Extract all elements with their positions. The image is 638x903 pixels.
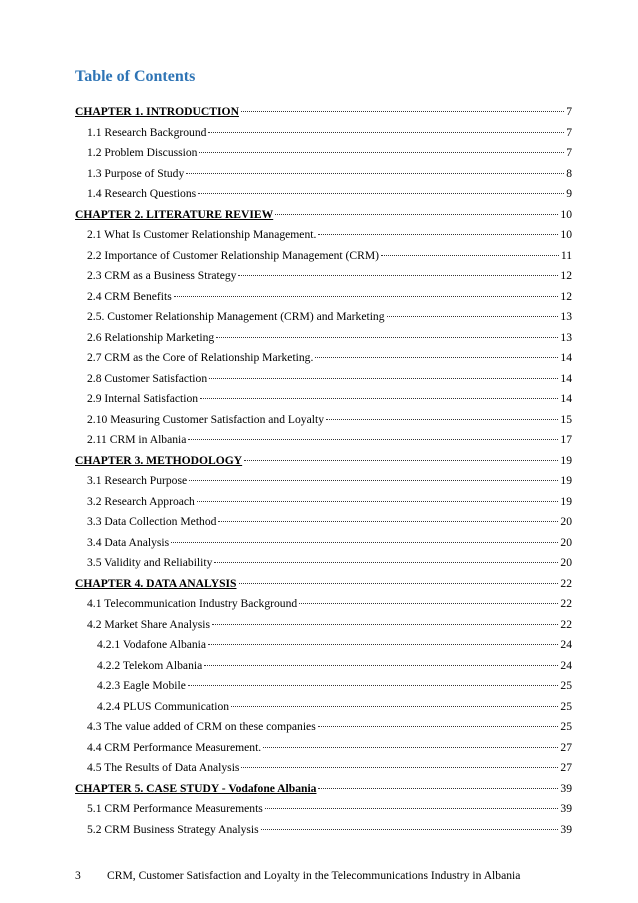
toc-section-entry[interactable] [75, 146, 572, 167]
toc-chapter-entry[interactable] [75, 577, 572, 598]
toc-list [75, 105, 572, 843]
toc-section-entry[interactable] [75, 331, 572, 352]
toc-entry-text: 4.2.3 Eagle Mobile [97, 679, 186, 692]
toc-entry-page: 14 [560, 351, 572, 364]
toc-entry-text: 2.11 CRM in Albania [87, 433, 187, 446]
toc-dot-leader [197, 501, 559, 502]
toc-dot-leader [186, 173, 564, 174]
toc-dot-leader [241, 767, 558, 768]
toc-entry-page: 39 [560, 802, 572, 815]
toc-dot-leader [214, 562, 558, 563]
toc-entry-page: 22 [560, 597, 572, 610]
toc-entry-text: 2.1 What Is Customer Relationship Management. [87, 228, 317, 241]
toc-entry-text: 4.2.4 PLUS Communication [97, 699, 230, 713]
toc-dot-leader [208, 644, 558, 645]
toc-entry-page: 19 [560, 494, 572, 508]
toc-section-entry[interactable] [75, 392, 572, 413]
toc-section-entry[interactable] [75, 536, 572, 557]
toc-entry-text: CHAPTER 3. METHODOLOGY [75, 453, 243, 467]
toc-dot-leader [326, 419, 558, 420]
toc-dot-leader [381, 255, 559, 256]
toc-dot-leader [174, 296, 559, 297]
toc-entry-page: 14 [560, 392, 572, 405]
toc-entry-text: 4.4 CRM Performance Measurement. [87, 740, 262, 754]
toc-entry-text: 5.2 CRM Business Strategy Analysis [87, 822, 259, 836]
toc-entry-page: 24 [560, 658, 572, 672]
toc-dot-leader [218, 521, 558, 522]
toc-entry-page: 25 [560, 679, 572, 692]
toc-entry-text: 2.5. Customer Relationship Management (CRM) and Marketing [87, 310, 385, 323]
toc-section-entry[interactable] [75, 372, 572, 393]
toc-entry-page: 20 [560, 535, 572, 549]
toc-entry-text: 4.2.1 Vodafone Albania [97, 638, 207, 651]
toc-entry-text: CHAPTER 4. DATA ANALYSIS [75, 576, 237, 590]
toc-section-entry[interactable] [75, 126, 572, 147]
toc-entry-page: 11 [560, 248, 572, 262]
toc-section-entry[interactable] [75, 823, 572, 844]
toc-entry-text: 1.2 Problem Discussion [87, 146, 198, 159]
toc-dot-leader [387, 316, 559, 317]
toc-section-entry[interactable] [75, 659, 572, 680]
toc-entry-page: 7 [566, 105, 572, 118]
toc-entry-text: CHAPTER 5. CASE STUDY - Vodafone Albania [75, 781, 317, 795]
toc-section-entry[interactable] [75, 556, 572, 577]
toc-entry-text: CHAPTER 2. LITERATURE REVIEW [75, 207, 274, 221]
toc-entry-page: 25 [560, 720, 572, 733]
toc-dot-leader [212, 624, 558, 625]
page-footer [75, 869, 520, 882]
toc-section-entry[interactable] [75, 249, 572, 270]
toc-dot-leader [238, 275, 558, 276]
toc-dot-leader [239, 583, 559, 584]
toc-dot-leader [231, 706, 558, 707]
toc-section-entry[interactable] [75, 433, 572, 454]
toc-dot-leader [189, 480, 558, 481]
toc-chapter-entry[interactable] [75, 454, 572, 475]
toc-dot-leader [199, 152, 564, 153]
toc-dot-leader [318, 788, 558, 789]
toc-entry-page: 19 [560, 453, 572, 467]
toc-section-entry[interactable] [75, 495, 572, 516]
toc-dot-leader [204, 665, 558, 666]
toc-entry-text: 2.8 Customer Satisfaction [87, 371, 208, 385]
toc-entry-page: 25 [560, 699, 572, 713]
toc-dot-leader [200, 398, 558, 399]
toc-section-entry[interactable] [75, 761, 572, 782]
toc-entry-page: 17 [560, 433, 572, 446]
toc-section-entry[interactable] [75, 269, 572, 290]
toc-entry-text: 2.10 Measuring Customer Satisfaction and Loyalty [87, 412, 324, 426]
toc-entry-page: 20 [560, 515, 572, 528]
toc-entry-page: 22 [560, 617, 572, 631]
toc-dot-leader [216, 337, 558, 338]
toc-dot-leader [171, 542, 558, 543]
toc-chapter-entry[interactable] [75, 782, 572, 803]
toc-entry-page: 12 [560, 289, 572, 303]
toc-entry-text: 2.6 Relationship Marketing [87, 330, 215, 344]
toc-entry-text: 4.5 The Results of Data Analysis [87, 761, 240, 774]
toc-section-entry[interactable] [75, 310, 572, 331]
toc-section-entry[interactable] [75, 597, 572, 618]
toc-entry-page: 9 [566, 187, 572, 200]
toc-section-entry[interactable] [75, 290, 572, 311]
toc-entry-text: 4.2.2 Telekom Albania [97, 658, 203, 672]
toc-entry-text: 2.3 CRM as a Business Strategy [87, 269, 237, 282]
toc-entry-text: 2.2 Importance of Customer Relationship Management (CRM) [87, 248, 380, 262]
toc-section-entry[interactable] [75, 618, 572, 639]
toc-dot-leader [299, 603, 558, 604]
toc-entry-page: 10 [560, 207, 572, 221]
toc-entry-text: CHAPTER 1. INTRODUCTION [75, 105, 239, 118]
toc-entry-text: 3.5 Validity and Reliability [87, 556, 213, 569]
toc-entry-page: 13 [560, 330, 572, 344]
toc-entry-text: 5.1 CRM Performance Measurements [87, 802, 263, 815]
toc-entry-page: 7 [566, 125, 572, 139]
toc-entry-text: 1.3 Purpose of Study [87, 166, 185, 180]
toc-dot-leader [198, 193, 564, 194]
toc-section-entry[interactable] [75, 167, 572, 188]
toc-section-entry[interactable] [75, 474, 572, 495]
toc-dot-leader [275, 214, 558, 215]
toc-section-entry[interactable] [75, 720, 572, 741]
toc-dot-leader [208, 132, 564, 133]
toc-entry-page: 14 [560, 371, 572, 385]
toc-dot-leader [188, 685, 559, 686]
toc-section-entry[interactable] [75, 351, 572, 372]
toc-entry-text: 4.2 Market Share Analysis [87, 617, 211, 631]
toc-entry-text: 1.1 Research Background [87, 125, 207, 139]
toc-entry-page: 19 [560, 474, 572, 487]
toc-entry-page: 8 [566, 166, 572, 180]
toc-section-entry[interactable] [75, 802, 572, 823]
toc-title: Table of Contents [75, 68, 196, 85]
toc-entry-text: 3.1 Research Purpose [87, 474, 188, 487]
toc-entry-text: 2.4 CRM Benefits [87, 289, 172, 303]
toc-entry-page: 10 [560, 228, 572, 241]
toc-section-entry[interactable] [75, 228, 572, 249]
toc-section-entry[interactable] [75, 187, 572, 208]
toc-entry-page: 27 [560, 761, 572, 774]
toc-section-entry[interactable] [75, 741, 572, 762]
toc-entry-page: 7 [566, 146, 572, 159]
toc-entry-text: 3.4 Data Analysis [87, 535, 170, 549]
toc-section-entry[interactable] [75, 679, 572, 700]
toc-dot-leader [244, 460, 558, 461]
toc-chapter-entry[interactable] [75, 105, 572, 126]
toc-entry-text: 2.7 CRM as the Core of Relationship Marketing. [87, 351, 314, 364]
toc-section-entry[interactable] [75, 700, 572, 721]
toc-entry-page: 22 [560, 576, 572, 590]
toc-dot-leader [261, 829, 559, 830]
toc-chapter-entry[interactable] [75, 208, 572, 229]
toc-dot-leader [318, 234, 558, 235]
toc-entry-page: 39 [560, 781, 572, 795]
toc-entry-page: 39 [560, 822, 572, 836]
toc-entry-text: 4.3 The value added of CRM on these companies [87, 720, 316, 733]
toc-entry-page: 27 [560, 740, 572, 754]
toc-entry-text: 4.1 Telecommunication Industry Background [87, 597, 298, 610]
toc-dot-leader [318, 726, 559, 727]
toc-dot-leader [315, 357, 558, 358]
toc-entry-text: 1.4 Research Questions [87, 187, 197, 200]
toc-entry-page: 15 [560, 412, 572, 426]
toc-entry-page: 12 [560, 269, 572, 282]
toc-entry-text: 3.3 Data Collection Method [87, 515, 217, 528]
toc-entry-page: 24 [560, 638, 572, 651]
toc-section-entry[interactable] [75, 638, 572, 659]
toc-dot-leader [188, 439, 558, 440]
toc-dot-leader [241, 111, 564, 112]
toc-dot-leader [265, 808, 559, 809]
toc-dot-leader [263, 747, 558, 748]
toc-entry-page: 20 [560, 556, 572, 569]
footer-running-title: CRM, Customer Satisfaction and Loyalty in the Telecommunications Industry in Albania [107, 869, 521, 882]
toc-entry-page: 13 [560, 310, 572, 323]
toc-section-entry[interactable] [75, 515, 572, 536]
toc-entry-text: 3.2 Research Approach [87, 494, 195, 508]
toc-entry-text: 2.9 Internal Satisfaction [87, 392, 199, 405]
toc-section-entry[interactable] [75, 413, 572, 434]
toc-dot-leader [209, 378, 558, 379]
footer-page-number: 3 [75, 869, 81, 882]
